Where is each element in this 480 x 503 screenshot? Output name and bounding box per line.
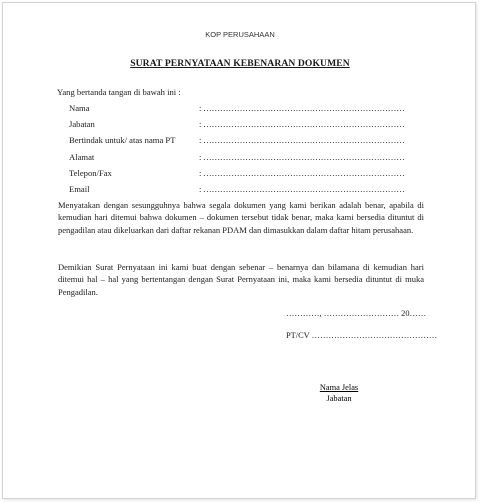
field-label-telepon: Telepon/Fax: [69, 168, 112, 178]
field-value-nama: : ………………………………………………………………: [199, 103, 405, 113]
field-value-email: : ………………………………………………………………: [199, 184, 405, 194]
field-value-jabatan: : ………………………………………………………………: [199, 119, 405, 129]
field-label-jabatan: Jabatan: [69, 119, 95, 129]
signature-name: Nama Jelas: [319, 383, 359, 392]
field-label-nama: Nama: [69, 103, 90, 113]
signature-block: [299, 382, 379, 404]
company-line: PT/CV ………………………………………: [286, 331, 438, 340]
field-label-email: Email: [69, 184, 90, 194]
date-line: …………, ……………………… 20……: [286, 309, 427, 318]
field-label-bertindak: Bertindak untuk/ atas nama PT: [69, 135, 176, 145]
document-page: [2, 2, 476, 499]
closing-paragraph: Demikian Surat Pernyataan ini kami buat dengan sebenar – benarnya dan bilamana di kemudian hari ditemui hal – hal yang bertentangan dengan Surat Pernyataan ini, maka kami bersedia dituntut di muka Pengadilan.: [58, 262, 424, 297]
field-label-alamat: Alamat: [69, 152, 95, 162]
field-value-telepon: : ………………………………………………………………: [199, 168, 405, 178]
letterhead: KOP PERUSAHAAN: [205, 30, 275, 39]
field-value-alamat: : ………………………………………………………………: [199, 152, 405, 162]
intro-text: Yang bertanda tangan di bawah ini :: [57, 87, 181, 97]
statement-paragraph: Menyatakan dengan sesungguhnya bahwa segala dokumen yang kami berikan adalah benar, apabila di kemudian hari ditemui bahwa dokumen – dokumen tersebut tidak benar, maka kami bersedia dituntut di pengadilan atau dikeluarkan dari daftar rekanan PDAM dan dimasukkan dalam daftar hitam perusahaan.: [58, 200, 424, 235]
document-title: SURAT PERNYATAAN KEBENARAN DOKUMEN: [130, 58, 350, 69]
field-value-bertindak: : ………………………………………………………………: [199, 135, 405, 145]
signature-role: Jabatan: [326, 394, 352, 403]
